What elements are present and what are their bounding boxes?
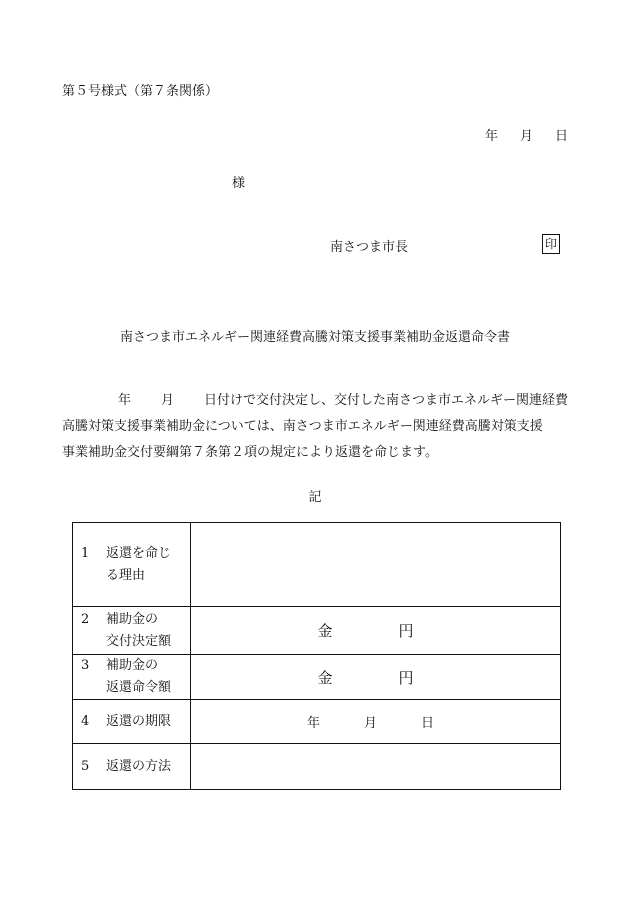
deadline-cell[interactable]: [191, 700, 561, 744]
row-label: 返還を命じ る理由: [106, 545, 172, 583]
deadline-year-label: 年: [306, 716, 320, 731]
date-year-label: 年: [484, 129, 498, 144]
body-line-1: [62, 388, 574, 414]
table-row: [73, 655, 561, 700]
amount-prefix: 金: [317, 622, 333, 640]
row-label-cell: [73, 700, 191, 744]
amount-suffix: 円: [398, 622, 414, 640]
detail-table: [72, 522, 561, 790]
row-label-cell: [73, 607, 191, 655]
row-label: 返還の方法: [106, 758, 172, 774]
body-month-label: 月: [161, 393, 175, 408]
seal-mark: 印: [542, 234, 560, 254]
row-label: 返還の期限: [106, 713, 172, 729]
date-day-label: 日: [554, 129, 568, 144]
issuer-mayor: 南さつま市長: [330, 240, 409, 255]
deadline-day-label: 日: [421, 716, 435, 731]
form-number: 第５号様式（第７条関係）: [62, 84, 219, 99]
row-number: 1: [81, 545, 90, 561]
amount-suffix: 円: [398, 668, 414, 687]
row-number: 2: [81, 611, 90, 627]
table-row: [73, 744, 561, 790]
table-row: [73, 523, 561, 607]
document-title: 南さつま市エネルギー関連経費高騰対策支援事業補助金返還命令書: [119, 330, 510, 345]
body-line-3: 事業補助金交付要綱第７条第２項の規定により返還を命じます。: [62, 445, 438, 460]
issue-date: [485, 125, 568, 144]
row-number: 4: [81, 713, 90, 729]
method-value-cell[interactable]: [191, 744, 561, 790]
row-label-cell: [73, 744, 191, 790]
grant-amount-cell[interactable]: [191, 607, 561, 655]
row-label-cell: [73, 523, 191, 607]
deadline-month-label: 月: [363, 716, 377, 731]
row-label: 補助金の 交付決定額: [106, 611, 172, 649]
amount-prefix: 金: [317, 668, 333, 687]
body-line-1-text: 日付けで交付決定し、交付した南さつま市エネルギー関連経費: [204, 393, 569, 408]
ki-heading: 記: [308, 490, 322, 505]
body-paragraph: [62, 388, 574, 466]
row-number: 3: [81, 658, 90, 673]
row-label: 補助金の 返還命令額: [106, 658, 172, 695]
row-number: 5: [81, 758, 90, 774]
reason-value-cell[interactable]: [191, 523, 561, 607]
body-year-label: 年: [118, 393, 132, 408]
refund-amount-cell[interactable]: [191, 655, 561, 700]
table-row: [73, 607, 561, 655]
date-month-label: 月: [519, 129, 533, 144]
recipient-honorific: 様: [232, 176, 246, 191]
table-row: [73, 700, 561, 744]
body-line-2: 高騰対策支援事業補助金については、南さつま市エネルギー関連経費高騰対策支援: [62, 419, 543, 434]
row-label-cell: [73, 655, 191, 700]
